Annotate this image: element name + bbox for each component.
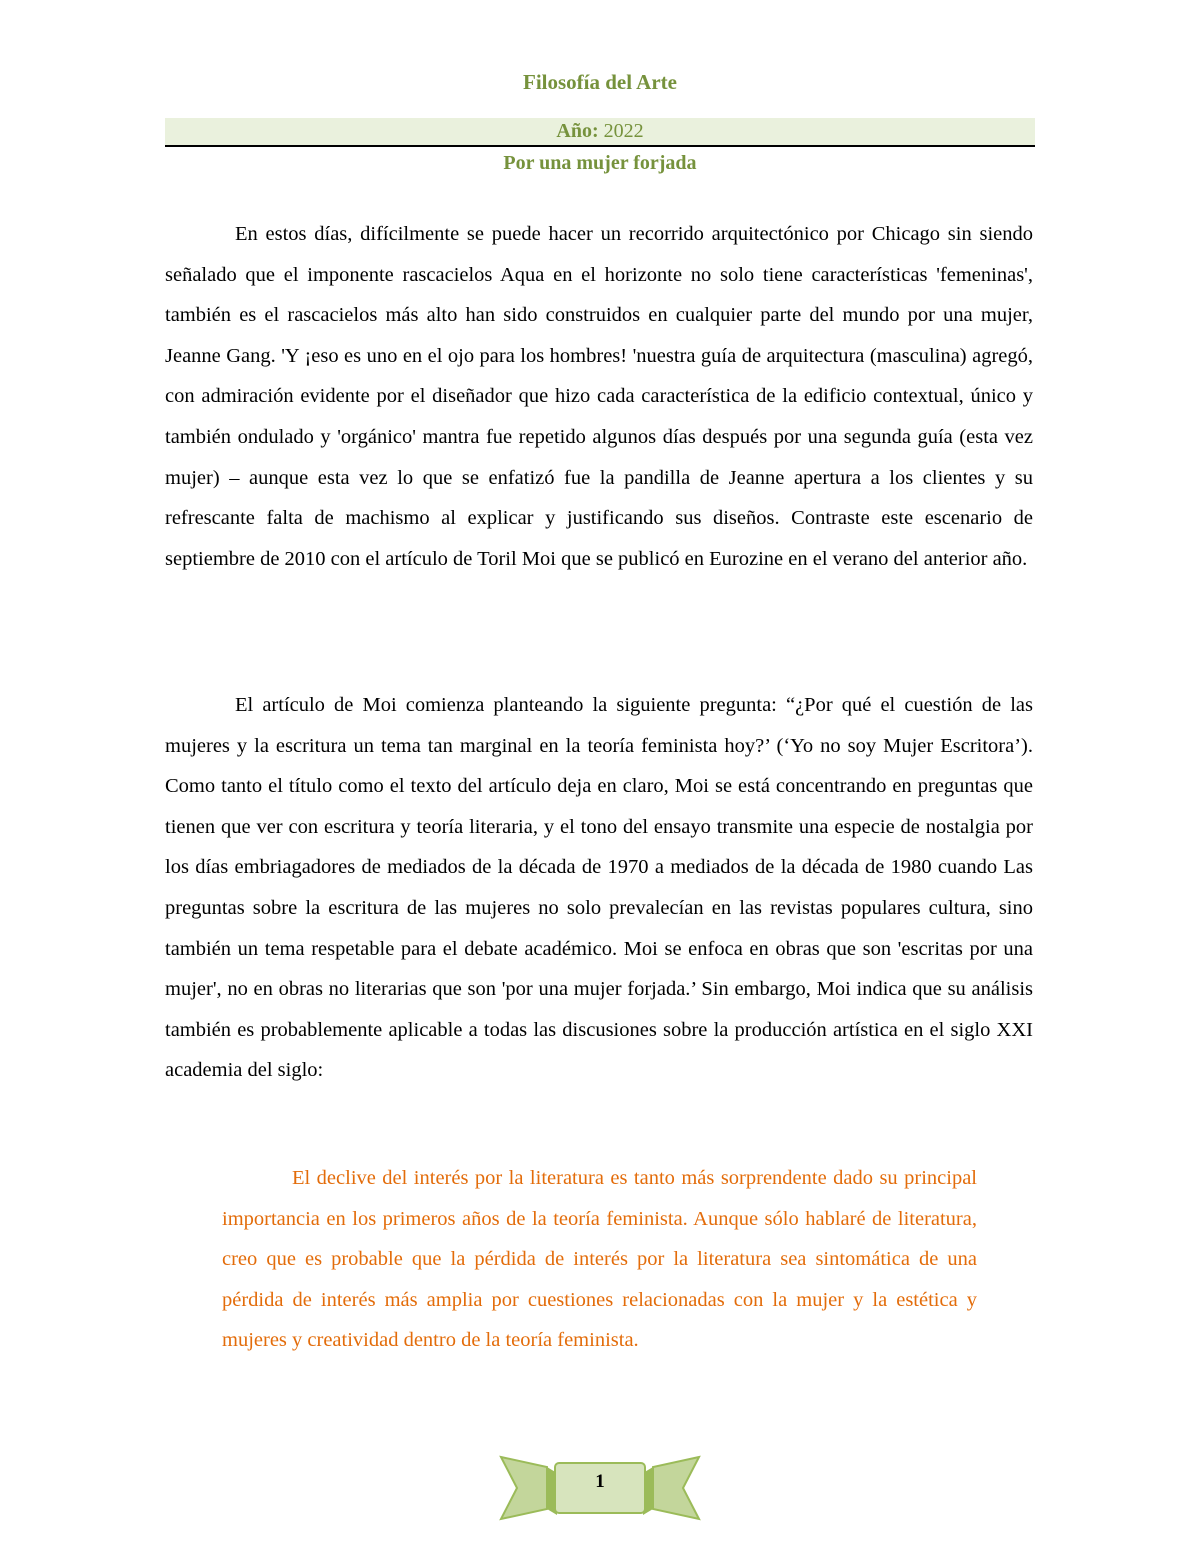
paragraph-1: En estos días, difícilmente se puede hacer un recorrido arquitectónico por Chicago sin siendo señalado que el imponente rascacielos Aqua en el horizonte no solo tiene características 'femeninas', también es el rascacielos más alto han sido construidos en cualquier parte del mundo por una mujer, Jeanne Gang. 'Y ¡eso es uno en el ojo para los hombres! 'nuestra guía de arquitectura (masculina) agregó, con admiración evidente por el diseñador que hizo cada característica de la edificio contextual, único y también ondulado y 'orgánico' mantra fue repetido algunos días después por una segunda guía (esta vez mujer) – aunque esta vez lo que se enfatizó fue la pandilla de Jeanne apertura a los clientes y su refrescante falta de machismo al explicar y justificando sus diseños. Contraste este escenario de septiembre de 2010 con el artículo de Toril Moi que se publicó en Eurozine en el verano del anterior año. [165, 223, 1033, 570]
document-header-title: Filosofía del Arte [523, 70, 677, 94]
page-number: 1 [595, 1471, 605, 1492]
year-band [165, 118, 1035, 147]
paragraph-2: El artículo de Moi comienza planteando la siguiente pregunta: “¿Por qué el cuestión de las mujeres y la escritura un tema tan marginal en la teoría feminista hoy?’ (‘Yo no soy Mujer Escritora’). Como tanto el título como el texto del artículo deja en claro, Moi se está concentrando en preguntas que tienen que ver con escritura y teoría literaria, y el tono del ensayo transmite una especie de nostalgia por los días embriagadores de mediados de la década de 1970 a mediados de la década de 1980 cuando Las preguntas sobre la escritura de las mujeres no solo prevalecían en las revistas populares cultura, sino también un tema respetable para el debate académico. Moi se enfoca en obras que son 'escritas por una mujer', no en obras no literarias que son 'por una mujer forjada.’ Sin embargo, Moi indica que su análisis también es probablemente aplicable a todas las discusiones sobre la producción artística en el siglo XXI academia del siglo: [165, 694, 1033, 1082]
year-label: Año: [556, 120, 599, 142]
ribbon-left-tail [501, 1457, 547, 1519]
body-section-1 [165, 214, 1033, 579]
body-section-2 [165, 685, 1033, 1091]
year-value: 2022 [603, 120, 644, 142]
block-quote: El declive del interés por la literatura es tanto más sorprendente dado su principal importancia en los primeros años de la teoría feminista. Aunque sólo hablaré de literatura, creo que es probable que la pérdida de interés por la literatura sea sintomática de una pérdida de interés más amplia por cuestiones relacionadas con la mujer y la estética y mujeres y creatividad dentro de la teoría feminista. [222, 1167, 977, 1352]
ribbon-right-tail [653, 1457, 699, 1519]
essay-title: Por una mujer forjada [503, 152, 697, 174]
